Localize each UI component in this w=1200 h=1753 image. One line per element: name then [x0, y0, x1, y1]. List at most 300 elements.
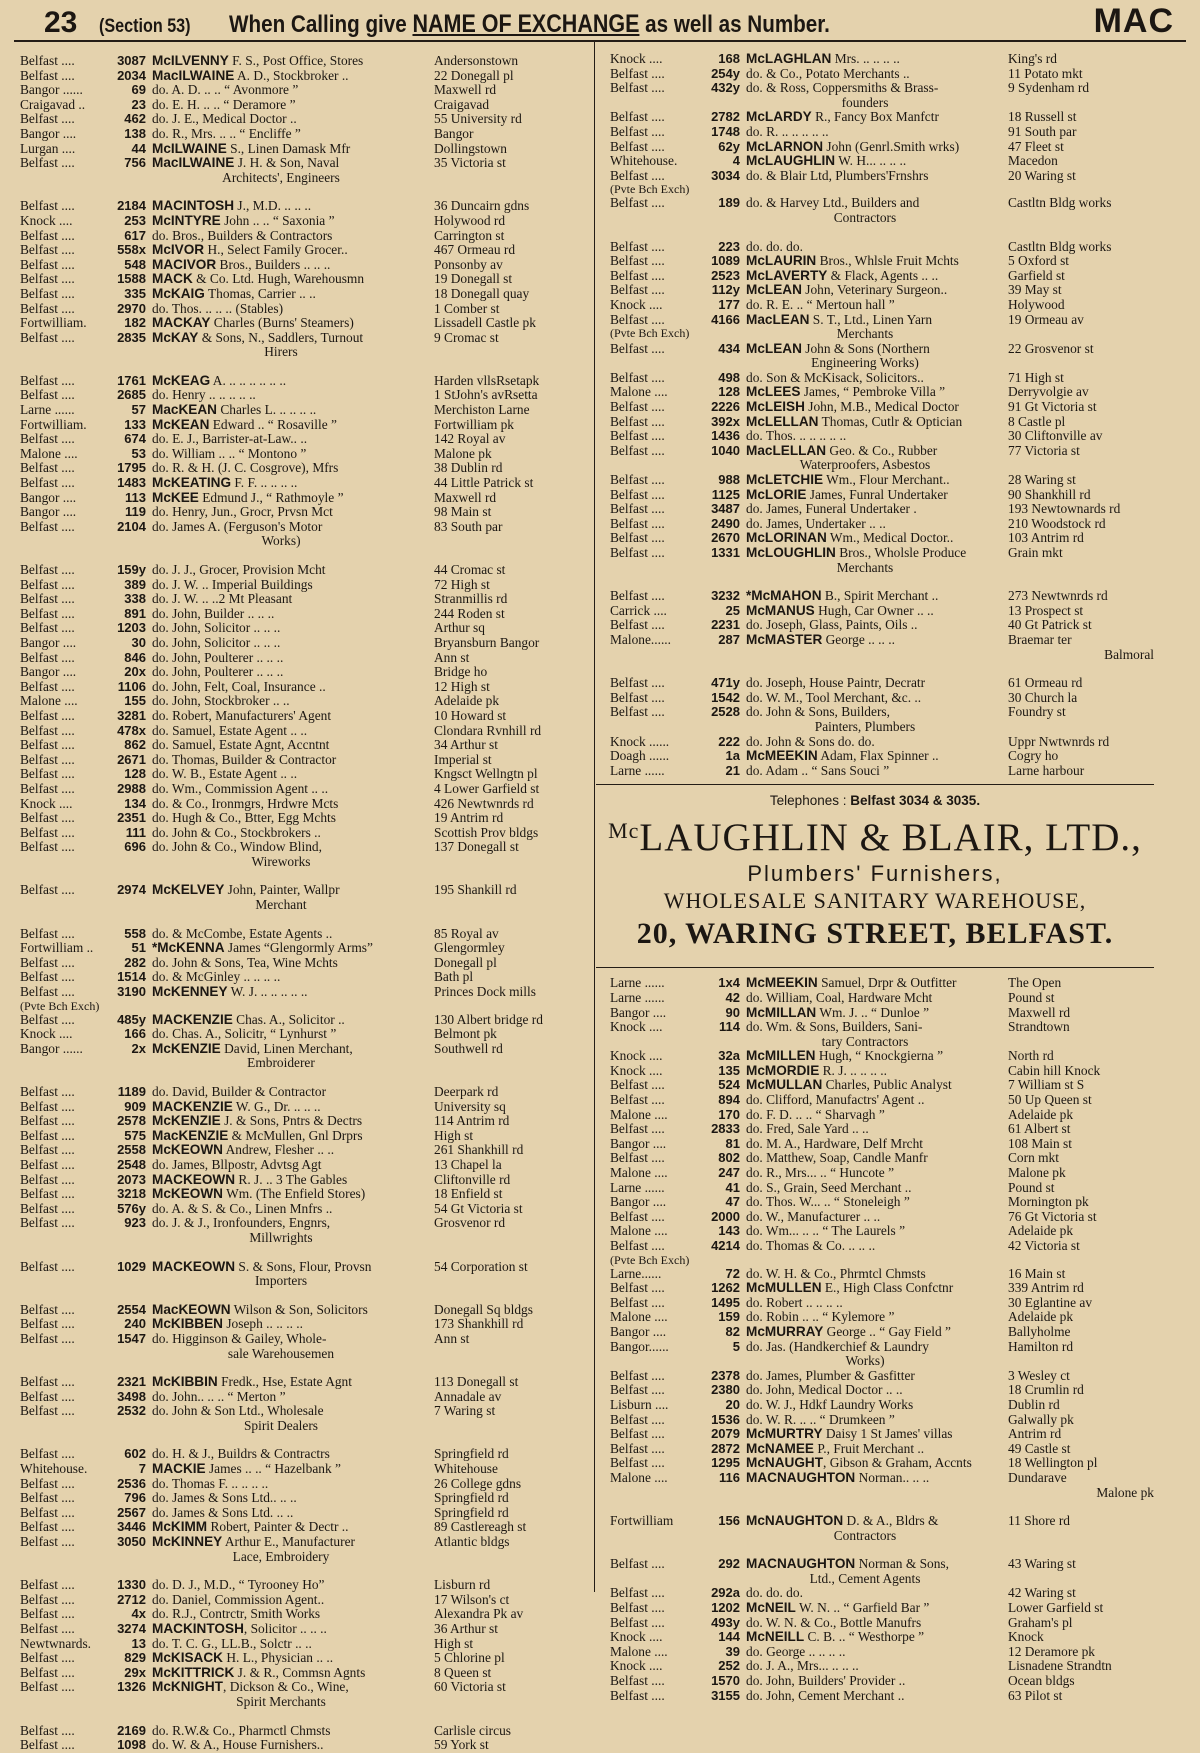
- telephone-number: 23: [131, 96, 146, 112]
- address: 19 Donegall st: [434, 271, 513, 287]
- subscriber-detail: do. J. J., Grocer, Provision Mcht: [152, 562, 326, 577]
- telephone-number: 558: [124, 925, 146, 941]
- exchange-name: [604, 313, 692, 342]
- telephone-number: 133: [124, 416, 146, 432]
- subscriber-cell: [152, 956, 430, 971]
- subscriber-detail: do. Samuel, Estate Agent .. ..: [152, 722, 308, 738]
- subscriber-cell: [152, 1013, 430, 1028]
- subscriber-detail: do. & Co., Ironmgrs, Hrdwre Mcts: [152, 795, 339, 811]
- telephone-number: 471y: [711, 675, 740, 691]
- address-cell: [430, 98, 578, 113]
- exchange-name: [604, 240, 692, 255]
- address: 42 Waring st: [1008, 1585, 1076, 1601]
- subscriber-detail-continued: Engineering Works): [811, 355, 919, 371]
- directory-entry: [14, 505, 578, 520]
- subscriber-name: McKIBBIN: [152, 1374, 218, 1390]
- address: Adelaide pk: [1008, 1309, 1074, 1325]
- exchange-name: [604, 735, 692, 750]
- subscriber-detail: do. Higginson & Gailey, Whole-: [152, 1330, 327, 1346]
- subscriber-cell: [152, 563, 430, 578]
- telephone-number: 159y: [117, 562, 146, 577]
- subscriber-detail: Hugh, Car Owner .. ..: [814, 602, 934, 618]
- subscriber-name: McMILLEN: [746, 1048, 816, 1064]
- address-cell: [430, 258, 578, 273]
- subscriber-name: McIVOR: [152, 242, 205, 258]
- subscriber-cell: [152, 1187, 430, 1202]
- exchange-name: [604, 283, 692, 298]
- exchange-label: Belfast ....: [20, 67, 75, 83]
- address-cell: [430, 1462, 578, 1477]
- subscriber-detail: do. do. do.: [746, 238, 803, 254]
- address: Malone pk: [434, 445, 492, 461]
- address-cell: [1004, 1296, 1154, 1311]
- exchange-name: [14, 476, 98, 491]
- exchange-name: [14, 1173, 98, 1188]
- right-column-top-listings: [604, 52, 1154, 778]
- telephone-number: 1203: [117, 620, 146, 636]
- subscriber-cell: [152, 476, 430, 491]
- subscriber-detail: do. John, Poulterer .. .. ..: [152, 664, 284, 680]
- address-cell: [1004, 1398, 1154, 1413]
- subscriber-cell: [152, 694, 430, 709]
- subscriber-name: McLARNON: [746, 138, 824, 154]
- directory-entry: [14, 651, 578, 666]
- subscriber-detail: do. W. & A., House Furnishers..: [152, 1737, 324, 1753]
- address: 59 York st: [434, 1737, 489, 1753]
- exchange-label: Fortwilliam: [610, 1513, 674, 1529]
- telephone-number: 2554: [117, 1301, 146, 1317]
- exchange-label: Belfast ....: [20, 707, 75, 723]
- address-cell: [430, 1593, 578, 1608]
- exchange-sub-label: (Pvte Bch Exch): [610, 1252, 690, 1267]
- exchange-name: [604, 371, 692, 386]
- subscriber-detail: do. J. E., Medical Doctor ..: [152, 111, 297, 127]
- address: 43 Waring st: [1008, 1556, 1076, 1572]
- address: Adelaide pk: [1008, 1106, 1074, 1122]
- subscriber-detail: Andrew, Flesher .. ..: [223, 1142, 335, 1158]
- subscriber-detail-continued: tary Contractors: [821, 1033, 909, 1049]
- subscriber-detail: Thomas, Carrier .. ..: [204, 285, 316, 301]
- subscriber-cell: [746, 691, 1004, 706]
- subscriber-name: McMULLEN: [746, 1280, 822, 1296]
- subscriber-detail: John, Veterinary Surgeon..: [801, 282, 948, 298]
- directory-entry: [14, 1724, 578, 1739]
- address-cell: [430, 1129, 578, 1144]
- subscriber-detail: do. John & Sons, Builders,: [746, 704, 890, 720]
- directory-entry: [14, 243, 578, 258]
- address: Dundarave: [1008, 1469, 1067, 1485]
- directory-entry: [604, 371, 1154, 386]
- exchange-name: [604, 517, 692, 532]
- telephone-number: 2872: [711, 1440, 740, 1456]
- telephone-number: 44: [131, 140, 146, 156]
- telephone-number: 143: [718, 1223, 740, 1239]
- advert-company-name-mc: Mc: [608, 818, 640, 844]
- directory-entry: [14, 1622, 578, 1637]
- directory-entry: [604, 1239, 1154, 1267]
- exchange-label: Belfast ....: [610, 1440, 665, 1456]
- address: 98 Main st: [434, 504, 492, 520]
- address: 44 Little Patrick st: [434, 475, 534, 491]
- telephone-number: 247: [718, 1165, 740, 1181]
- subscriber-name: McKENZIE: [152, 1040, 221, 1056]
- subscriber-cell: [746, 1325, 1004, 1340]
- telephone-number: 432y: [711, 80, 740, 96]
- exchange-label: Belfast ....: [20, 53, 75, 68]
- telephone-number: 1514: [117, 969, 146, 985]
- subscriber-name: McNAMEE: [746, 1440, 814, 1456]
- telephone-number: 862: [124, 737, 146, 753]
- subscriber-cell: [152, 388, 430, 403]
- directory-entry: [14, 1260, 578, 1289]
- address-cell: [1004, 1514, 1154, 1543]
- telephone-number: 3087: [117, 53, 146, 68]
- subscriber-detail: Charles (Burns' Steamers): [210, 315, 354, 331]
- subscriber-detail: James, “ Pembroke Villa ”: [800, 384, 946, 400]
- exchange-name: [14, 1607, 98, 1622]
- subscriber-cell: [152, 272, 430, 287]
- subscriber-detail: P., Fruit Merchant ..: [813, 1440, 925, 1456]
- address-cell: [1004, 240, 1154, 255]
- exchange-name: [14, 127, 98, 142]
- exchange-label: Belfast ....: [610, 1238, 665, 1253]
- exchange-label: Belfast ....: [610, 1426, 665, 1442]
- address-cell: [1004, 1108, 1154, 1123]
- exchange-label: Belfast ....: [20, 562, 75, 577]
- address-cell: [430, 1491, 578, 1506]
- exchange-label: Belfast ....: [20, 1591, 75, 1607]
- directory-entry: [14, 694, 578, 709]
- subscriber-cell: [746, 1514, 1004, 1543]
- subscriber-cell: [746, 154, 1004, 169]
- exchange-name: [604, 67, 692, 82]
- subscriber-detail: do. Thos. .. .. .. (Stables): [152, 300, 284, 316]
- exchange-label: Belfast ....: [610, 442, 665, 458]
- telephone-number: 1495: [711, 1294, 740, 1310]
- subscriber-name: McKAIG: [152, 285, 205, 301]
- directory-entry: [604, 1369, 1154, 1384]
- address-cell: [1004, 1006, 1154, 1021]
- directory-entry: [604, 385, 1154, 400]
- exchange-name: [14, 199, 98, 214]
- exchange-name: [14, 1462, 98, 1477]
- directory-entry: [604, 1427, 1154, 1442]
- subscriber-name: McLAURIN: [746, 253, 817, 269]
- subscriber-cell: [746, 1383, 1004, 1398]
- subscriber-detail: Charles L. .. .. .. ..: [216, 402, 317, 418]
- telephone-number: 116: [719, 1469, 740, 1485]
- exchange-label: Larne ......: [610, 975, 665, 991]
- exchange-label: Malone......: [610, 631, 671, 647]
- subscriber-detail: F. F. .. .. .. ..: [231, 475, 298, 491]
- subscriber-detail: B., Spirit Merchant ..: [821, 588, 939, 604]
- subscriber-name: MACK: [152, 271, 193, 287]
- subscriber-detail: do. H. & J., Buildrs & Contractrs: [152, 1446, 330, 1462]
- subscriber-detail: R. J. .. .. .. ..: [819, 1062, 887, 1078]
- subscriber-cell: [152, 592, 430, 607]
- directory-entry: [604, 531, 1154, 546]
- subscriber-cell: [746, 269, 1004, 284]
- subscriber-detail: E., High Class Confctnr: [821, 1280, 954, 1296]
- subscriber-detail: & Co. Ltd. Hugh, Warehousmn: [192, 271, 365, 287]
- exchange-name: [604, 1369, 692, 1384]
- subscriber-detail: James .. .. “ Hazelbank ”: [205, 1461, 341, 1477]
- telephone-number: 498: [718, 369, 740, 385]
- subscriber-cell: [152, 142, 430, 157]
- directory-entry: [14, 738, 578, 753]
- telephone-number: 1795: [117, 460, 146, 476]
- exchange-name: [604, 1064, 692, 1079]
- address: Corn mkt: [1008, 1150, 1059, 1166]
- exchange-name: [604, 1557, 692, 1586]
- address: Lissadell Castle pk: [434, 315, 536, 331]
- entry-spacer: [14, 549, 578, 563]
- telephone-number: 119: [125, 504, 146, 520]
- address-cell: [430, 927, 578, 942]
- subscriber-detail: do. Henry .. .. .. .. ..: [152, 387, 256, 403]
- exchange-name: [14, 243, 98, 258]
- address-cell: [1004, 1659, 1154, 1674]
- exchange-name: [604, 488, 692, 503]
- address: 10 Howard st: [434, 707, 507, 723]
- exchange-label: Belfast ....: [20, 969, 75, 985]
- subscriber-cell: [746, 1006, 1004, 1021]
- telephone-number: 2835: [117, 329, 146, 345]
- telephone-number: 166: [124, 1026, 146, 1042]
- address-cell: [430, 941, 578, 956]
- subscriber-name: MACNAUGHTON: [746, 1556, 856, 1572]
- exchange-name: [14, 636, 98, 651]
- telephone-number: 182: [124, 315, 146, 331]
- subscriber-cell: [746, 140, 1004, 155]
- exchange-label: Belfast ....: [20, 198, 75, 214]
- subscriber-detail: do. R.W.& Co., Pharmctl Chmsts: [152, 1722, 331, 1738]
- subscriber-name: McNEIL: [746, 1600, 796, 1616]
- subscriber-detail: W. J. .. .. .. .. ..: [227, 984, 308, 1000]
- exchange-label: Malone ....: [610, 1309, 668, 1325]
- telephone-number: 829: [124, 1650, 146, 1666]
- exchange-name: [604, 298, 692, 313]
- subscriber-detail: do. J. A., Mrs... .. .. ..: [746, 1658, 859, 1674]
- directory-entry: [14, 418, 578, 433]
- exchange-name: [14, 1085, 98, 1100]
- subscriber-cell: [152, 1447, 430, 1462]
- address: 36 Duncairn gdns: [434, 198, 530, 214]
- exchange-label: Belfast ....: [610, 65, 665, 81]
- exchange-name: [604, 1325, 692, 1340]
- telephone-number: 1098: [117, 1737, 146, 1753]
- exchange-label: Belfast ....: [610, 501, 665, 517]
- subscriber-cell: [746, 67, 1004, 82]
- subscriber-detail: Bros., Wholsle Produce: [835, 545, 967, 560]
- exchange-label: Belfast ....: [610, 267, 665, 283]
- subscriber-cell: [152, 112, 430, 127]
- address: 89 Castlereagh st: [434, 1519, 527, 1535]
- subscriber-name: McLAGHLAN: [746, 51, 832, 66]
- subscriber-detail: George .. “ Gay Field ”: [823, 1323, 951, 1339]
- exchange-name: [604, 415, 692, 430]
- directory-entry: [604, 283, 1154, 298]
- address-cell: [430, 476, 578, 491]
- address: Lisnadene Strandtn: [1008, 1658, 1112, 1674]
- exchange-label: Belfast ....: [20, 766, 75, 782]
- address: Southwell rd: [434, 1040, 503, 1056]
- address: Malone pk: [1008, 1165, 1066, 1181]
- address-cell: [430, 563, 578, 578]
- exchange-label: Larne ......: [610, 1179, 665, 1195]
- telephone-number: 1040: [711, 442, 740, 458]
- subscriber-name: MacKEOWN: [152, 1301, 231, 1317]
- address: Cogry ho: [1008, 748, 1059, 764]
- subscriber-cell: [746, 1195, 1004, 1210]
- address-cell: [1004, 283, 1154, 298]
- address: Strandtown: [1008, 1019, 1070, 1035]
- subscriber-name: McNAUGHTON: [746, 1513, 844, 1529]
- address: 77 Victoria st: [1008, 442, 1080, 458]
- subscriber-detail: do. John, Cement Merchant ..: [746, 1687, 905, 1703]
- address-cell: [1004, 1093, 1154, 1108]
- exchange-name: [604, 618, 692, 633]
- exchange-name: [604, 1674, 692, 1689]
- address-cell: [430, 1143, 578, 1158]
- directory-entry: [14, 520, 578, 549]
- address-cell: [1004, 1413, 1154, 1428]
- subscriber-cell: [152, 1202, 430, 1217]
- address-cell: [430, 709, 578, 724]
- directory-entry: [604, 298, 1154, 313]
- telephone-number: 90: [725, 1004, 740, 1020]
- address-cell: [1004, 531, 1154, 546]
- address: Springfield rd: [434, 1504, 509, 1520]
- exchange-label: Belfast ....: [610, 109, 665, 125]
- exchange-name: [14, 287, 98, 302]
- subscriber-detail-continued: Contractors: [833, 1527, 897, 1543]
- directory-entry: [14, 724, 578, 739]
- exchange-name: [14, 753, 98, 768]
- address: Adelaide pk: [1008, 1223, 1074, 1239]
- directory-entry: [604, 633, 1154, 662]
- address-cell: [430, 142, 578, 157]
- address: Annadale av: [434, 1388, 502, 1404]
- subscriber-cell: [746, 1601, 1004, 1616]
- address-cell: [1004, 1645, 1154, 1660]
- address: Ocean bldgs: [1008, 1673, 1075, 1689]
- subscriber-detail: do. & Harvey Ltd., Builders and: [746, 195, 920, 211]
- subscriber-name: MacILWAINE: [152, 155, 235, 171]
- address-cell: [430, 1375, 578, 1390]
- exchange-name: [14, 1114, 98, 1129]
- address: The Open: [1008, 975, 1062, 991]
- address: Princes Dock mills: [434, 984, 536, 1000]
- subscriber-name: McMURRAY: [746, 1323, 824, 1339]
- subscriber-detail-continued: Importers: [254, 1273, 308, 1289]
- directory-entry: [604, 1006, 1154, 1021]
- address: 76 Gt Victoria st: [1008, 1208, 1097, 1224]
- address: Merchiston Larne: [434, 402, 530, 418]
- exchange-name: [604, 676, 692, 691]
- address: 18 Enfield st: [434, 1186, 503, 1202]
- subscriber-cell: [746, 1078, 1004, 1093]
- address: Cliftonville rd: [434, 1171, 511, 1187]
- address: Bryansburn Bangor: [434, 634, 540, 650]
- subscriber-cell: [746, 1224, 1004, 1239]
- telephone-number: 434: [718, 340, 740, 356]
- telephone-number: 62y: [718, 138, 740, 154]
- address-cell: [430, 636, 578, 651]
- exchange-label: Belfast ....: [20, 431, 75, 447]
- address: 30 Church la: [1008, 689, 1078, 705]
- directory-entry: [604, 749, 1154, 764]
- telephone-number: 3155: [711, 1687, 740, 1703]
- exchange-label: Carrick ....: [610, 602, 667, 618]
- address-cell: [1004, 298, 1154, 313]
- exchange-label: Belfast ....: [20, 1171, 75, 1187]
- subscriber-detail: John (Genrl.Smith wrks): [823, 138, 960, 154]
- advert-address: 20, WARING STREET, BELFAST.: [636, 917, 1114, 951]
- subscriber-detail: John, Painter, Wallpr: [224, 882, 340, 898]
- directory-entry: [604, 81, 1154, 110]
- telephone-number: 478x: [117, 722, 146, 738]
- directory-entry: [14, 1680, 578, 1709]
- exchange-label: Belfast ....: [610, 123, 665, 139]
- address: Springfield rd: [434, 1490, 509, 1506]
- directory-entry: [604, 1181, 1154, 1196]
- address-cell: [1004, 1166, 1154, 1181]
- subscriber-detail-continued: Merchant: [255, 897, 307, 913]
- subscriber-name: McKEOWN: [152, 1142, 223, 1158]
- address: Alexandra Pk av: [434, 1606, 524, 1622]
- address: North rd: [1008, 1048, 1054, 1064]
- address: Ann st: [434, 1330, 470, 1346]
- subscriber-detail: do. & Blair Ltd, Plumbers'Frnshrs: [746, 167, 929, 183]
- exchange-label: Malone ....: [610, 1643, 668, 1659]
- address-cell: [1004, 1137, 1154, 1152]
- directory-columns: [14, 42, 1186, 1753]
- address-cell: [1004, 1267, 1154, 1282]
- exchange-label: Malone ....: [610, 384, 668, 400]
- directory-entry: [14, 563, 578, 578]
- exchange-label: Belfast ....: [20, 810, 75, 826]
- directory-entry: [14, 1578, 578, 1593]
- subscriber-cell: [746, 1645, 1004, 1660]
- subscriber-detail: do. Wm. & Sons, Builders, Sani-: [746, 1019, 923, 1035]
- exchange-label: Belfast ....: [610, 1294, 665, 1310]
- directory-entry: [604, 546, 1154, 575]
- directory-entry: [604, 1630, 1154, 1645]
- telephone-number: 617: [124, 227, 146, 243]
- exchange-label: Fortwilliam.: [20, 315, 87, 331]
- subscriber-detail: do. R., Mrs... .. “ Huncote ”: [746, 1165, 895, 1181]
- directory-entry: [14, 1447, 578, 1462]
- subscriber-cell: [746, 604, 1004, 619]
- subscriber-name: MACIVOR: [152, 256, 217, 272]
- exchange-label: Belfast ....: [20, 460, 75, 476]
- directory-entry: [14, 229, 578, 244]
- subscriber-cell: [152, 243, 430, 258]
- subscriber-cell: [152, 403, 430, 418]
- exchange-name: [604, 604, 692, 619]
- exchange-name: [604, 125, 692, 140]
- subscriber-detail: do. James, Undertaker .. ..: [746, 515, 886, 531]
- subscriber-detail: do. Hugh & Co., Btter, Egg Mchts: [152, 810, 336, 826]
- exchange-name: [14, 1578, 98, 1593]
- exchange-label: Belfast ....: [610, 282, 665, 298]
- subscriber-detail: R. J. .. 3 The Gables: [235, 1171, 348, 1187]
- subscriber-detail: do. W. M., Tool Merchant, &c. ..: [746, 689, 922, 705]
- telephone-number: 222: [718, 733, 740, 749]
- exchange-label: Belfast ....: [610, 311, 665, 327]
- advertisement: [596, 784, 1154, 968]
